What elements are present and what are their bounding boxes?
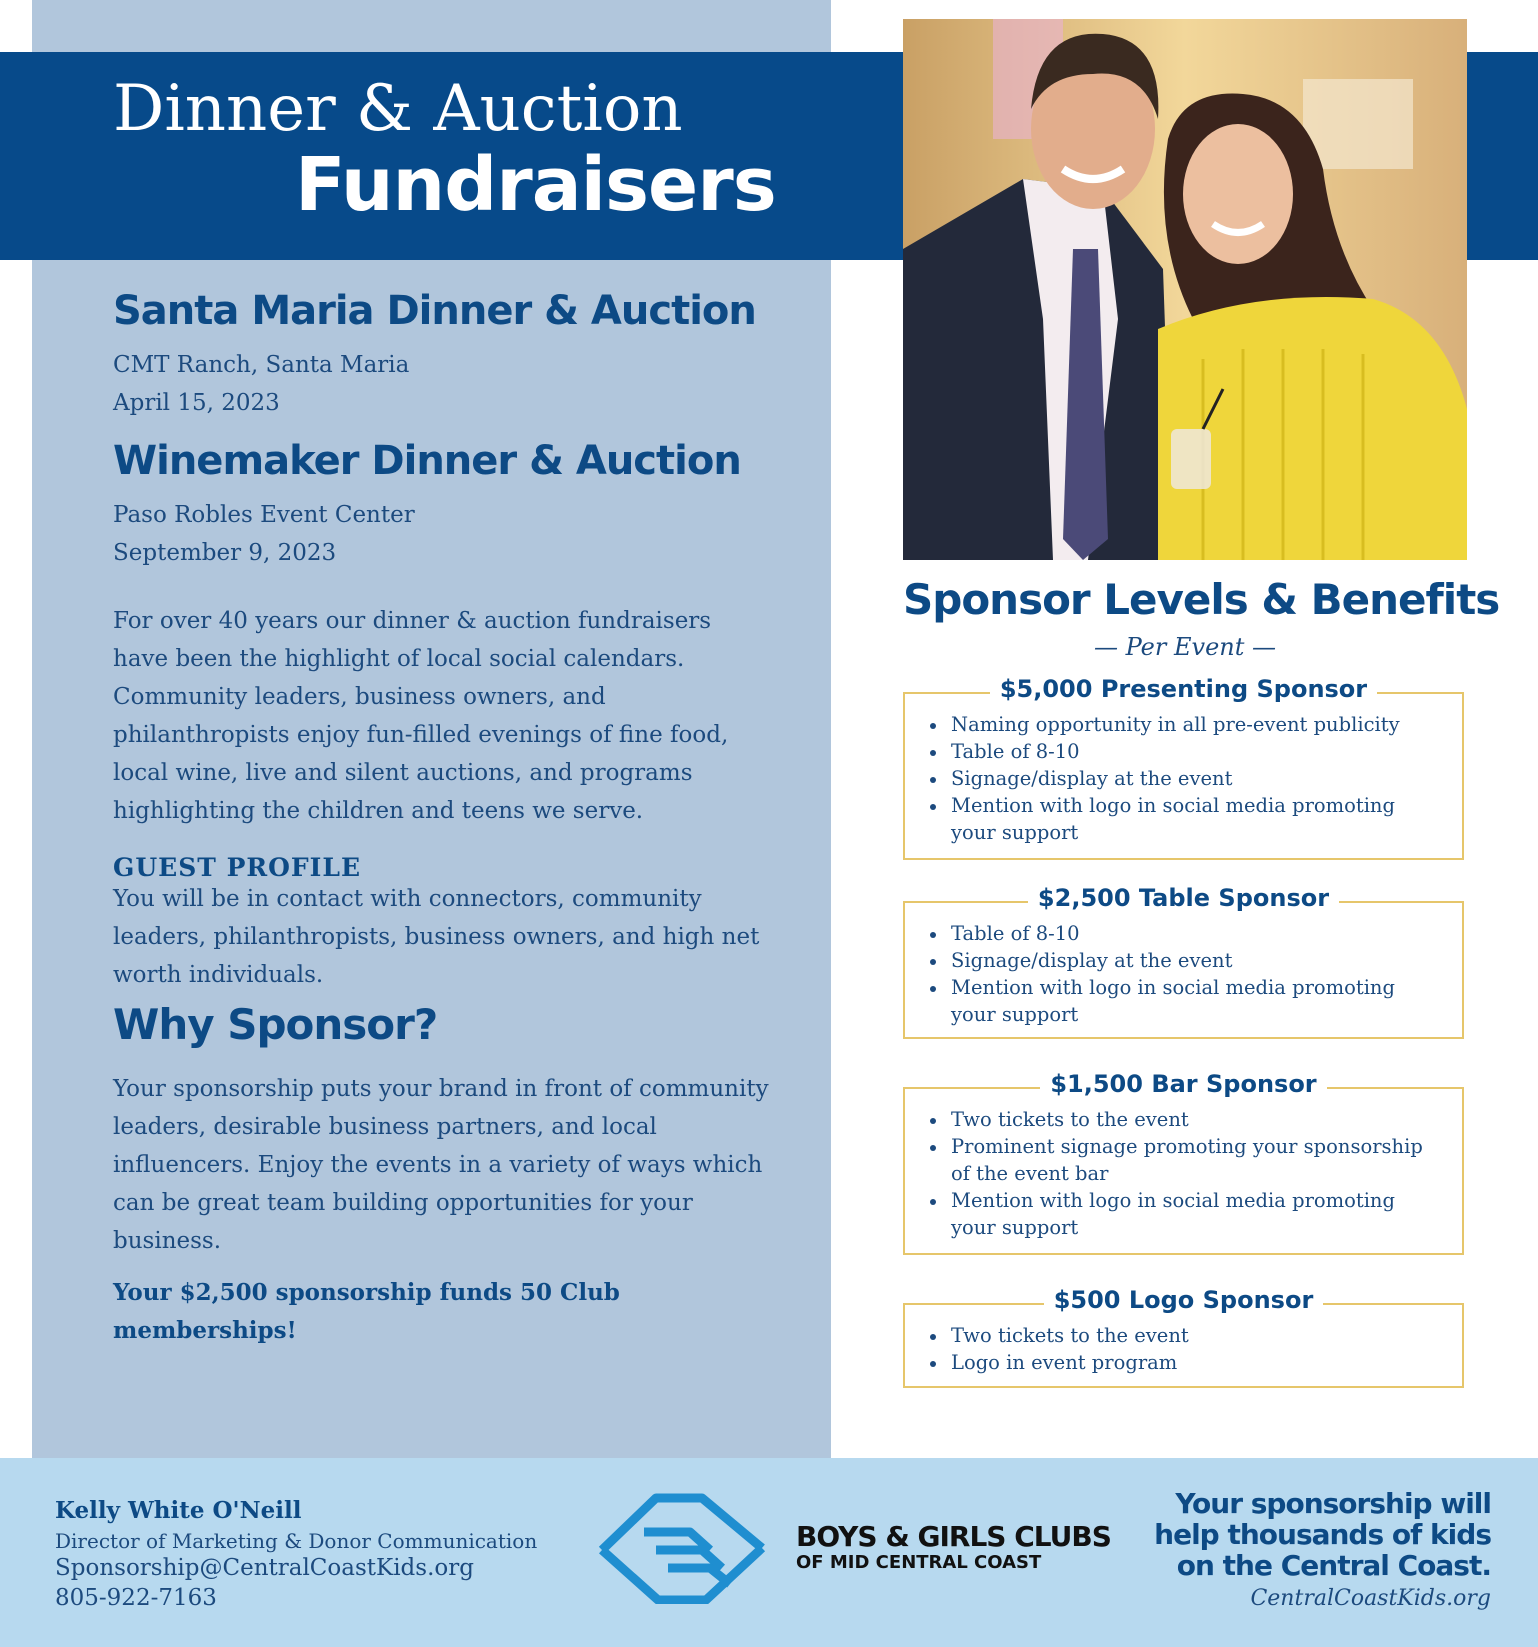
tagline-line: help thousands of kids	[1154, 1518, 1491, 1551]
benefit-item: Prominent signage promoting your sponsorship of the event bar	[951, 1133, 1441, 1187]
benefit-item: Logo in event program	[951, 1349, 1462, 1376]
benefit-item: Mention with logo in social media promoting your support	[951, 1187, 1421, 1241]
event-name-santa-maria: Santa Maria Dinner & Auction	[113, 288, 756, 334]
guest-profile-text: You will be in contact with connectors, community leaders, philanthropists, business owners, and high net worth individuals.	[113, 886, 760, 988]
website-link[interactable]: CentralCoastKids.org	[1250, 1586, 1491, 1611]
sponsor-box-table	[903, 884, 1464, 1039]
contact-phone[interactable]: 805-922-7163	[55, 1585, 217, 1611]
event-date-santa-maria: April 15, 2023	[113, 390, 280, 416]
sponsor-heading: Sponsor Levels & Benefits	[903, 575, 1500, 624]
title-line1: Dinner & Auction	[113, 72, 683, 146]
tagline-line: Your sponsorship will	[1175, 1487, 1491, 1520]
footer-tagline	[1154, 1488, 1491, 1581]
benefit-item: Table of 8-10	[951, 738, 1462, 765]
benefit-item: Signage/display at the event	[951, 765, 1462, 792]
benefit-item: Two tickets to the event	[951, 1322, 1462, 1349]
sponsor-box-logo	[903, 1286, 1464, 1388]
event-date-winemaker: September 9, 2023	[113, 540, 337, 566]
benefit-item: Two tickets to the event	[951, 1106, 1462, 1133]
couple-photo	[903, 19, 1467, 560]
sponsor-title-logo: $500 Logo Sponsor	[1044, 1286, 1324, 1314]
title-line2: Fundraisers	[295, 142, 776, 228]
handshake-logo-icon	[598, 1492, 768, 1608]
event-location-santa-maria: CMT Ranch, Santa Maria	[113, 352, 410, 378]
sponsorship-highlight: Your $2,500 sponsorship funds 50 Club memberships!	[113, 1279, 620, 1344]
benefit-item: Mention with logo in social media promoting your support	[951, 792, 1421, 846]
event-location-winemaker: Paso Robles Event Center	[113, 502, 415, 528]
org-name: BOYS & GIRLS CLUBS	[796, 1520, 1111, 1553]
benefit-item: Table of 8-10	[951, 920, 1462, 947]
per-event-subheading: — Per Event —	[1093, 633, 1276, 661]
tagline-line: on the Central Coast.	[1176, 1549, 1491, 1582]
why-sponsor-text: Your sponsorship puts your brand in front of community leaders, desirable business partners, and local influencers. Enjoy the events in a variety of ways which can be great team building opportunities for your business.	[113, 1076, 769, 1254]
sponsor-box-bar	[903, 1070, 1464, 1255]
contact-email[interactable]: Sponsorship@CentralCoastKids.org	[55, 1555, 474, 1581]
contact-title: Director of Marketing & Donor Communication	[55, 1529, 538, 1553]
org-region: OF MID CENTRAL COAST	[796, 1552, 1042, 1573]
guest-profile-heading: GUEST PROFILE	[113, 853, 361, 882]
benefit-item: Naming opportunity in all pre-event publicity	[951, 711, 1462, 738]
sponsor-title-presenting: $5,000 Presenting Sponsor	[990, 675, 1377, 703]
sponsor-box-presenting	[903, 675, 1464, 860]
sponsor-title-bar: $1,500 Bar Sponsor	[1040, 1070, 1326, 1098]
contact-name: Kelly White O'Neill	[55, 1497, 302, 1524]
why-sponsor-heading: Why Sponsor?	[113, 1000, 438, 1049]
benefit-item: Signage/display at the event	[951, 947, 1462, 974]
intro-paragraph: For over 40 years our dinner & auction fundraisers have been the highlight of local social calendars. Community leaders, business owners, and philanthropists enjoy fun-filled evenings of fine food, local wine, live and silent auctions, and programs highlighting the children and teens we serve.	[113, 608, 729, 824]
benefit-item: Mention with logo in social media promoting your support	[951, 974, 1421, 1028]
event-name-winemaker: Winemaker Dinner & Auction	[113, 438, 741, 484]
sponsor-title-table: $2,500 Table Sponsor	[1028, 884, 1339, 912]
